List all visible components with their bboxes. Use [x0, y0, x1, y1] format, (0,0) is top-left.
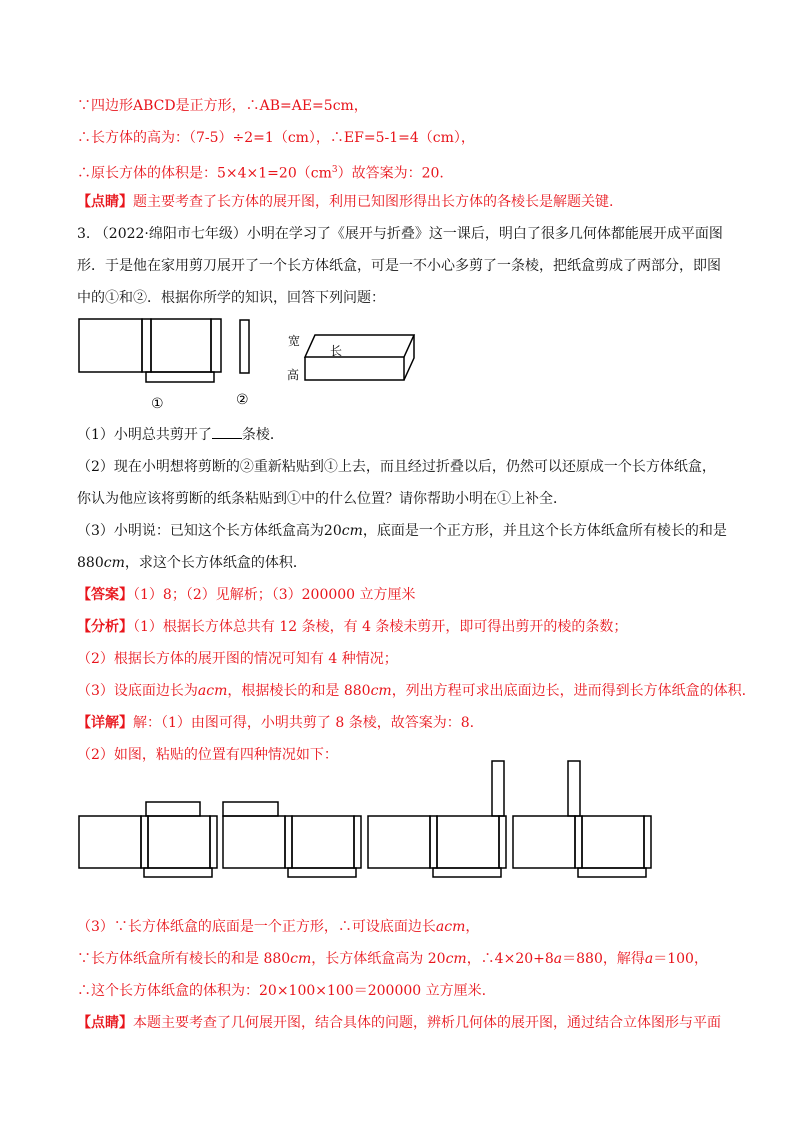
- detail-line-4: [77, 949, 708, 969]
- case-2-net: [223, 802, 361, 877]
- net-piece-1: [79, 319, 221, 382]
- detail-4-h: a: [644, 951, 654, 967]
- analysis-3-e: ，列出方程可求出底面边长，进而得到长方体纸盒的体积.: [391, 683, 747, 699]
- final-comment-tag: 【点睛】: [77, 1015, 133, 1031]
- sub-question-2-line-1: （2）现在小明想将剪断的②重新粘贴到①上去，而且经过折叠以后，仍然可以还原成一个长方体纸盒，: [77, 459, 716, 475]
- case-1-net: [79, 802, 217, 877]
- detail-4-f: a: [553, 951, 563, 967]
- volume-text: ∴原长方体的体积是：5×4×1=20（cm: [77, 165, 332, 182]
- net-piece-2: [240, 320, 249, 373]
- detail-4-i: ＝100，: [653, 951, 708, 967]
- sub-question-1-end: 条棱．: [241, 427, 284, 443]
- detail-4-g: ＝880，解得: [562, 951, 645, 967]
- detail-3-a: （3）∵长方体纸盒的底面是一个正方形，∴可设底面边长: [77, 919, 436, 935]
- detail-line-1: [77, 713, 474, 733]
- length-label: 长: [330, 344, 343, 358]
- analysis-tag: 【分析】: [77, 619, 133, 635]
- analysis-3-var: acm: [197, 683, 228, 699]
- sub-question-2-line-2: 你认为他应该将剪断的纸条粘贴到①中的什么位置？请你帮助小明在①上补全．: [77, 491, 567, 507]
- analysis-3-unit: cm: [370, 683, 392, 699]
- analysis-3-a: （3）设底面边长为: [77, 683, 198, 699]
- analysis-text-1: （1）根据长方体总共有 12 条棱，有 4 条棱未剪开，即可得出剪开的棱的条数；: [133, 619, 628, 635]
- answer-line: [77, 585, 416, 605]
- detail-3-var: acm: [435, 919, 466, 935]
- width-label: 宽: [288, 334, 301, 348]
- comment-line: [77, 192, 613, 212]
- comment-text: 题主要考查了长方体的展开图，利用已知图形得出长方体的各棱长是解题关键.: [133, 194, 614, 210]
- analysis-line-2: （2）根据长方体的展开图的情况可知有 4 种情况；: [77, 651, 398, 667]
- sub-question-1-text: （1）小明总共剪开了: [77, 427, 212, 443]
- final-comment-text: 本题主要考查了几何展开图，结合具体的问题，辨析几何体的展开图，通过结合立体图形与平面: [133, 1015, 721, 1031]
- detail-4-e: ，∴4×20+8: [466, 951, 554, 967]
- analysis-line-1: [77, 617, 627, 637]
- detail-tag: 【详解】: [77, 715, 133, 731]
- detail-4-d: cm: [445, 951, 467, 967]
- case-3-net: [368, 761, 506, 877]
- solution-line-1: ∵四边形ABCD是正方形，∴AB=AE=5cm，: [77, 98, 368, 114]
- box-3d: [305, 335, 414, 380]
- detail-4-c: ，长方体纸盒高为 20: [311, 951, 446, 967]
- question-3-line-3: 中的①和②．根据你所学的知识，回答下列问题：: [77, 290, 385, 306]
- piece-1-label: ①: [151, 396, 164, 412]
- four-cases-figure: [72, 750, 722, 880]
- height-label: 高: [287, 368, 300, 382]
- answer-content: （1）8；（2）见解析；（3）200000 立方厘米: [133, 587, 416, 603]
- q3-text-b: ，底面是一个正方形，并且这个长方体纸盒所有棱长的和是: [362, 523, 727, 539]
- sub-question-3-line-2: [77, 553, 307, 573]
- detail-text-1: 解：（1）由图可得，小明共剪了 8 条棱，故答案为：8.: [133, 715, 475, 731]
- q3-total: 880: [77, 555, 104, 571]
- case-4-net: [513, 761, 651, 877]
- analysis-3-c: ，根据棱长的和是 880: [227, 683, 371, 699]
- detail-3-c: ，: [465, 919, 480, 935]
- piece-2-label: ②: [236, 392, 249, 408]
- analysis-line-3: [77, 681, 746, 701]
- solution-line-3: [77, 160, 444, 184]
- sub-question-1: [77, 425, 284, 445]
- detail-line-2: （2）如图，粘贴的位置有四种情况如下：: [77, 747, 338, 763]
- answer-blank: [212, 425, 242, 439]
- question-3-line-2: 形．于是他在家用剪刀展开了一个长方体纸盒，可是一不小心多剪了一条棱，把纸盒剪成了两部分，即图: [77, 258, 721, 274]
- q3-unit-a: cm: [341, 523, 363, 539]
- final-comment-line: [77, 1013, 721, 1033]
- q3-unit-b: cm: [103, 555, 125, 571]
- detail-line-5: ∴这个长方体纸盒的体积为：20×100×100＝200000 立方厘米.: [77, 983, 487, 999]
- q3-text-a: （3）小明说：已知这个长方体纸盒高为20: [77, 523, 342, 539]
- detail-4-a: ∵长方体纸盒所有棱长的和是 880: [77, 951, 291, 967]
- cube-exponent: 3: [331, 165, 338, 175]
- sub-question-3-line-1: [77, 521, 727, 541]
- comment-tag: 【点睛】: [77, 194, 133, 210]
- detail-4-b: cm: [290, 951, 312, 967]
- answer-text: ）故答案为：20.: [337, 165, 444, 182]
- detail-line-3: [77, 917, 479, 937]
- question-3-line-1: 3. （2022·绵阳市七年级）小明在学习了《展开与折叠》这一课后，明白了很多几何体都能展开成平面图: [77, 226, 723, 242]
- solution-line-2: ∴长方体的高为：（7-5）÷2=1（cm），∴EF=5-1=4（cm），: [77, 130, 475, 146]
- answer-tag: 【答案】: [77, 587, 133, 603]
- q3-text-c: ，求这个长方体纸盒的体积．: [124, 555, 307, 571]
- question-figure: [72, 312, 452, 412]
